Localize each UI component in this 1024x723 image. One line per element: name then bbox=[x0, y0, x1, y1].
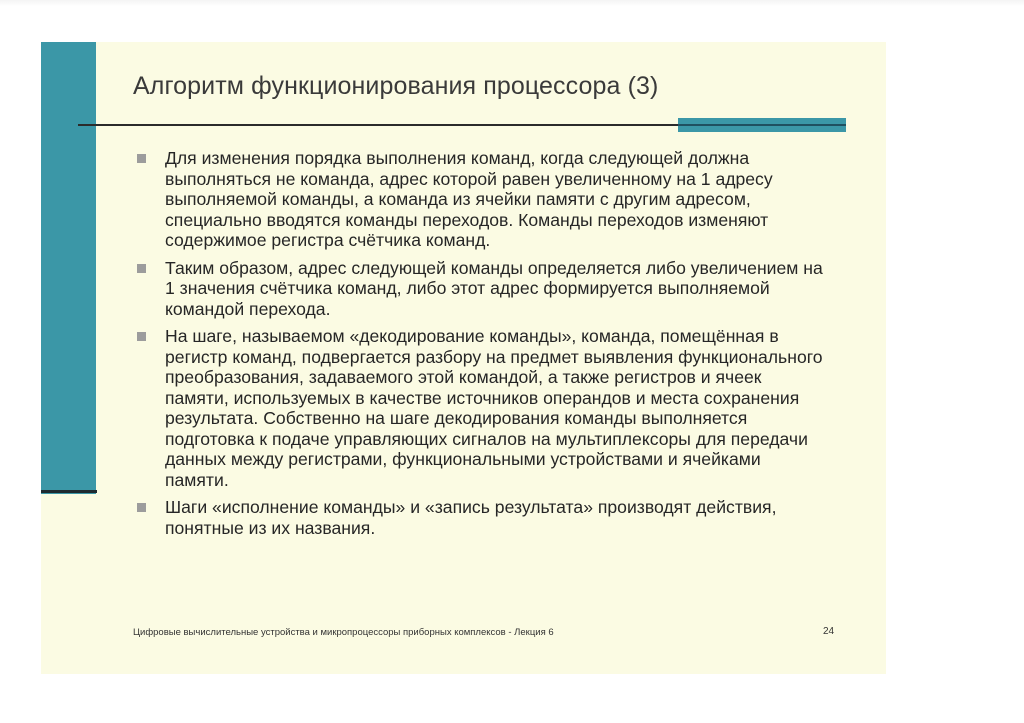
square-bullet-icon bbox=[137, 332, 146, 341]
square-bullet-icon bbox=[137, 264, 146, 273]
bullet-text: Для изменения порядка выполнения команд, когда следующей должна выполняться не команда, адрес которой равен увеличенному на 1 адресу выполняемой команды, а команда из ячейки памяти с другим адресом, специально вводятся команды переходов. Команды переходов изменяют содержимое регистра счётчика команд. bbox=[165, 148, 773, 250]
title-accent-line bbox=[678, 124, 846, 126]
page-number: 24 bbox=[823, 626, 835, 637]
bullet-item bbox=[133, 497, 823, 538]
bullet-text: На шаге, называемом «декодирование команды», команда, помещённая в регистр команд, подвергается разбору на предмет выявления функционального преобразования, задаваемого этой командой, а также регистров и ячеек памяти, используемых в качестве источников операндов и места сохранения результата. Собственно на шаге декодирования команды выполняется подготовка к подаче управляющих сигналов на мультиплексоры для передачи данных между регистрами, функциональными устройствами и ячейками памяти. bbox=[165, 326, 823, 490]
square-bullet-icon bbox=[137, 503, 146, 512]
bullet-item bbox=[133, 258, 823, 320]
slide-footer: Цифровые вычислительные устройства и микропроцессоры приборных комплексов - Лекция 6 bbox=[133, 627, 554, 638]
bullet-item bbox=[133, 148, 823, 251]
square-bullet-icon bbox=[137, 154, 146, 163]
slide-title: Алгоритм функционирования процессора (3) bbox=[133, 72, 659, 100]
left-accent-bar bbox=[41, 42, 96, 494]
bullet-list bbox=[133, 148, 823, 545]
bullet-text: Шаги «исполнение команды» и «запись результата» производят действия, понятные из их названия. bbox=[165, 497, 777, 538]
bullet-text: Таким образом, адрес следующей команды определяется либо увеличением на 1 значения счётчика команд, либо этот адрес формируется выполняемой командой перехода. bbox=[165, 257, 823, 319]
bullet-item bbox=[133, 326, 823, 490]
slide bbox=[41, 42, 886, 674]
left-accent-bar-shadow bbox=[41, 490, 97, 493]
page-top-edge bbox=[0, 0, 1024, 6]
